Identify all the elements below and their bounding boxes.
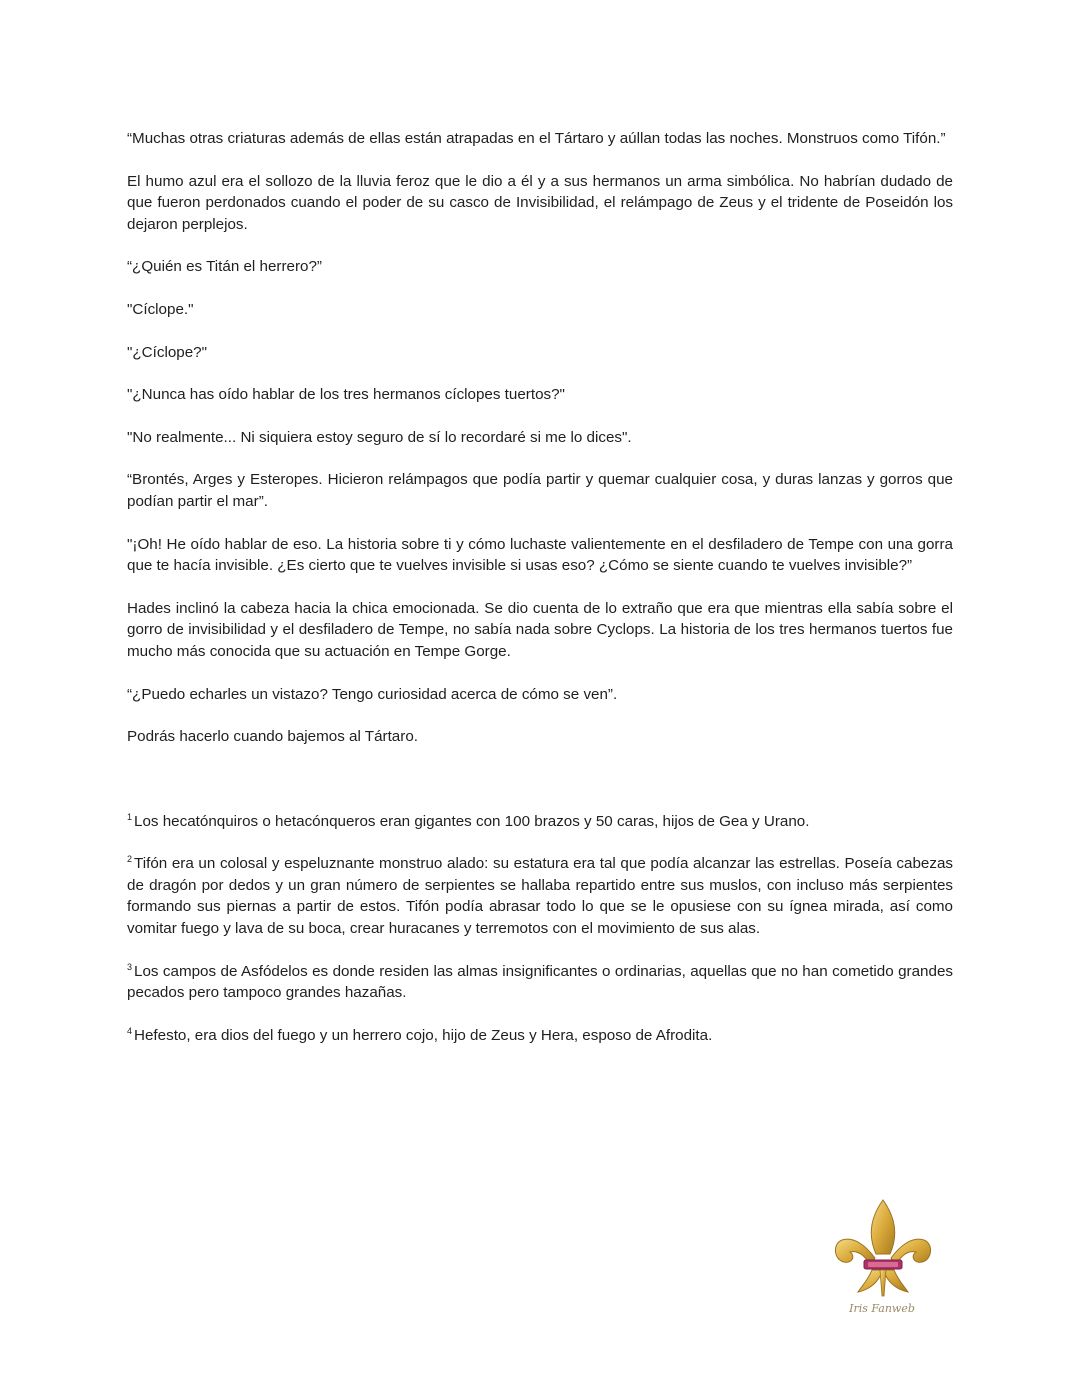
paragraph: "Cíclope." [127, 300, 194, 318]
paragraph: Hades inclinó la cabeza hacia la chica emocionada. Se dio cuenta de lo extraño que era que mientras ella sabía sobre el gorro de invisibilidad y el desfiladero de Tempe, no sabía nada sobre Cyclops. La historia de los tres hermanos tuertos fue mucho más conocida que su actuación en Tempe Gorge. [127, 599, 953, 660]
fleur-de-lis-graphic [828, 1196, 938, 1306]
footnote [127, 1025, 953, 1047]
paragraph: Podrás hacerlo cuando bajemos al Tártaro. [127, 728, 418, 746]
paragraph: "¡Oh! He oído hablar de eso. La historia sobre ti y cómo luchaste valientemente en el desfiladero de Tempe con una gorra que te hacía invisible. ¿Es cierto que te vuelves invisible si usas eso? ¿Cómo se siente cuando te vuelves invisible?” [127, 535, 953, 575]
paragraph: “Muchas otras criaturas además de ellas están atrapadas en el Tártaro y aúllan todas las noches. Monstruos como Tifón.” [127, 130, 946, 147]
footnote-text: Los campos de Asfódelos es donde residen las almas insignificantes o ordinarias, aquellas que no han cometido grandes pecados pero tampoco grandes hazañas. [127, 962, 953, 1002]
footnote-number: 3 [127, 961, 133, 972]
footnote-text: Los hecatónquiros o hetacónqueros eran gigantes con 100 brazos y 50 caras, hijos de Gea y Urano. [134, 812, 810, 830]
footnote-separator [127, 769, 953, 811]
logo-signature: Iris Fanweb [849, 1302, 915, 1315]
footnote-text: Hefesto, era dios del fuego y un herrero cojo, hijo de Zeus y Hera, esposo de Afrodita. [134, 1026, 713, 1044]
paragraph: “Brontés, Arges y Esteropes. Hicieron relámpagos que podía partir y quemar cualquier cosa, y duras lanzas y gorros que podían partir el mar”. [127, 471, 953, 510]
paragraph: “¿Quién es Titán el herrero?” [127, 258, 322, 276]
paragraph: "No realmente... Ni siquiera estoy seguro de sí lo recordaré si me lo dices". [127, 428, 632, 446]
paragraph: "¿Nunca has oído hablar de los tres hermanos cíclopes tuertos?" [127, 386, 565, 404]
footnote-text: Tifón era un colosal y espeluznante monstruo alado: su estatura era tal que podía alcanzar las estrellas. Poseía cabezas de dragón por dedos y un gran número de serpientes se hallaba repartido entre sus muslos, con incluso más serpientes formando sus piernas a partir de estos. Tifón podía abrasar todo lo que se le opusiese con su ígnea mirada, así como vomitar fuego y lava de su boca, crear huracanes y terremotos con el movimiento de sus alas. [127, 855, 953, 938]
footnote-number: 4 [127, 1025, 133, 1036]
footnote-number: 1 [127, 811, 133, 822]
document-page [127, 128, 953, 1067]
footnote-number: 2 [127, 854, 133, 865]
paragraph: "¿Cíclope?" [127, 343, 208, 361]
footnote [127, 961, 953, 1004]
paragraph: “¿Puedo echarles un vistazo? Tengo curiosidad acerca de cómo se ven”. [127, 685, 618, 703]
paragraph: El humo azul era el sollozo de la lluvia feroz que le dio a él y a sus hermanos un arma simbólica. No habrían dudado de que fueron perdonados cuando el poder de su casco de Invisibilidad, el relámpago de Zeus y el tridente de Poseidón los dejaron perplejos. [127, 172, 953, 233]
footnote [127, 811, 953, 833]
footnote [127, 853, 953, 939]
